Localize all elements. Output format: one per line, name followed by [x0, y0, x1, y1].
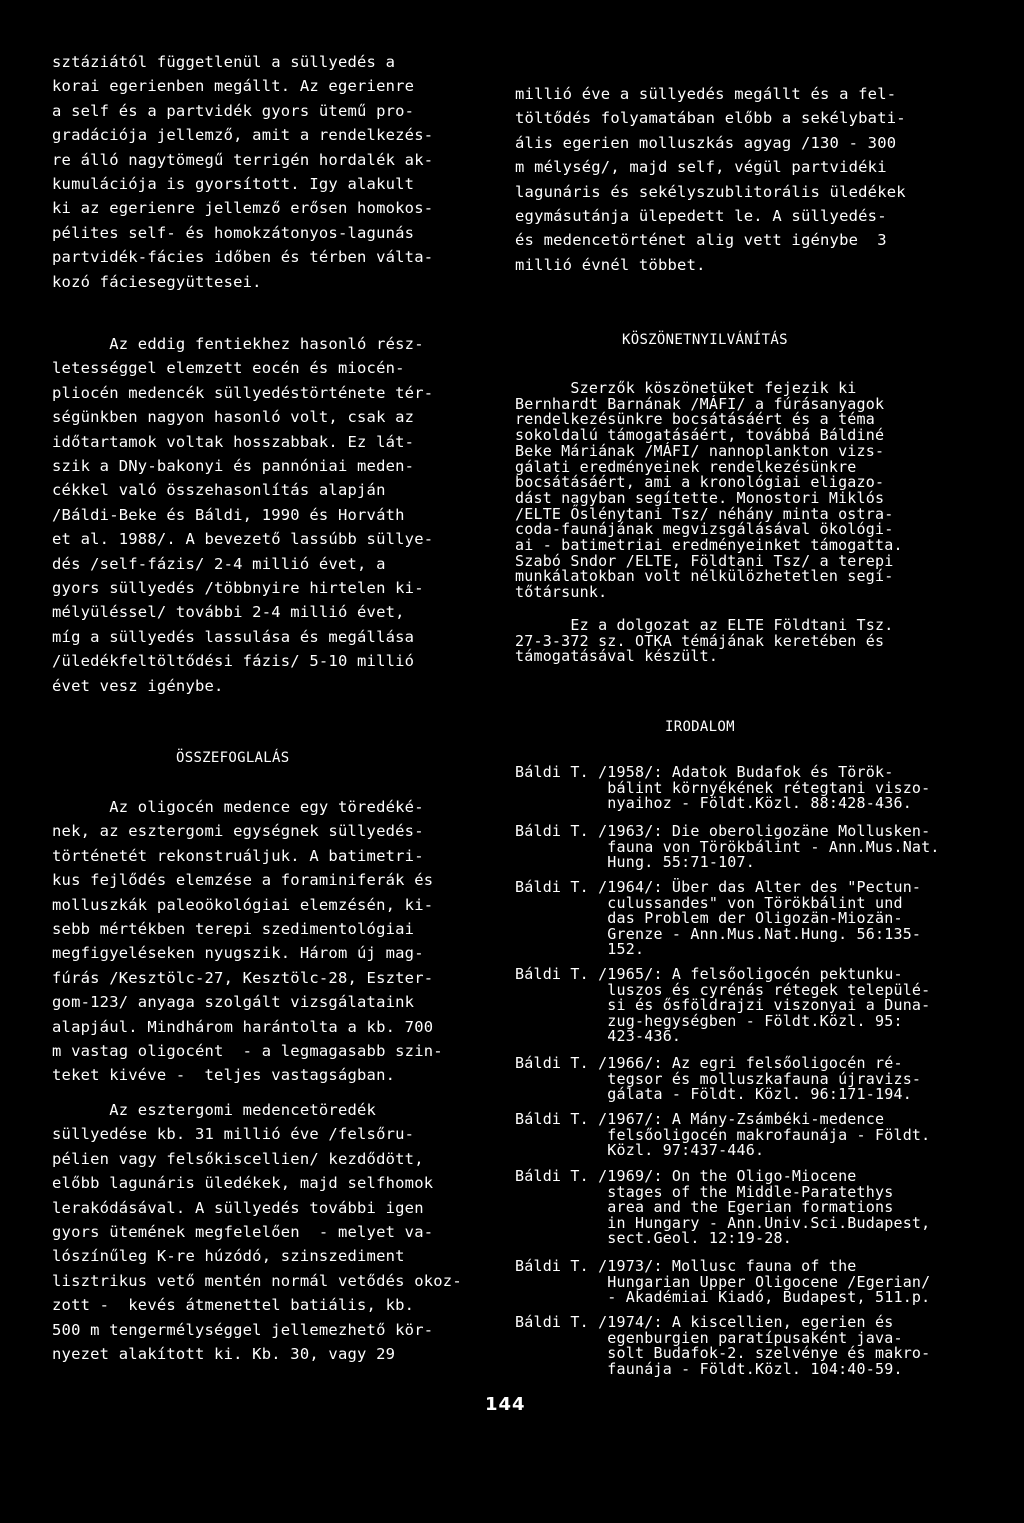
- text-line: solt Budafok-2. szelvénye és makro-: [515, 1344, 931, 1363]
- text-line: bocsátásáért, ami a kronológiai eligazo-: [515, 473, 885, 492]
- text-line: a self és a partvidék gyors ütemű pro-: [52, 101, 415, 120]
- text-line: munkálatokban volt nélkülözhetetlen segí-: [515, 567, 894, 586]
- text-line: si és ősföldrajzi viszonyai a Duna-: [515, 996, 931, 1015]
- text-line: Az esztergomi medencetöredék: [52, 1101, 377, 1119]
- text-line: millió éve a süllyedés megállt és a fel-: [515, 85, 897, 103]
- reference-entry: [515, 880, 975, 958]
- text-line: 152.: [515, 940, 645, 959]
- text-line: ai - batimetriai eredményeinket támogatta.: [515, 536, 903, 555]
- text-line: re álló nagytömegű terrigén hordalék ak-: [52, 150, 434, 169]
- text-line: Báldi T. /1958/: Adatok Budafok és Török-: [515, 763, 894, 781]
- text-line: pliocén medencék süllyedéstörténete tér-: [52, 383, 434, 402]
- text-line: Hung. 55:71-107.: [515, 853, 755, 872]
- text-line: ális egerien molluszkás agyag /130 - 300: [515, 133, 897, 152]
- text-line: Az oligocén medence egy töredéké-: [52, 798, 424, 816]
- text-line: míg a süllyedés lassulása és megállása: [52, 627, 415, 646]
- text-line: letességgel elemzett eocén és miocén-: [52, 359, 405, 378]
- text-line: sztáziától függetlenül a süllyedés a: [52, 53, 396, 71]
- text-line: kus fejlődés elemzése a foraminiferák és: [52, 871, 434, 890]
- text-line: Beke Máriának /MÁFI/ nannoplankton vizs-: [515, 441, 885, 460]
- text-line: időtartamok voltak hosszabbak. Ez lát-: [52, 432, 415, 451]
- text-line: lószínűleg K-re húzódó, szinszediment: [52, 1247, 405, 1266]
- text-line: sebb mértékben terepi szedimentológiai: [52, 920, 415, 939]
- text-line: Báldi T. /1973/: Mollusc fauna of the: [515, 1257, 857, 1275]
- text-line: millió évnél többet.: [515, 255, 706, 274]
- text-line: Bernhardt Barnának /MÁFI/ a fúrásanyagok: [515, 394, 885, 413]
- text-line: pélien vagy felsőkiscellien/ kezdődött,: [52, 1149, 424, 1168]
- text-line: tőtársunk.: [515, 583, 608, 602]
- text-line: alapjául. Mindhárom harántolta a kb. 700: [52, 1017, 434, 1036]
- text-line: Grenze - Ann.Mus.Nat.Hung. 56:135-: [515, 924, 922, 943]
- text-line: das Problem der Oligozän-Miozän-: [515, 909, 903, 928]
- text-line: gyors süllyedés /többnyire hirtelen ki-: [52, 579, 424, 598]
- text-line: egymásutánja ülepedett le. A süllyedés-: [515, 207, 887, 226]
- text-line: fauna von Törökbálint - Ann.Mus.Nat.: [515, 837, 940, 856]
- text-line: nyezet alakított ki. Kb. 30, vagy 29: [52, 1345, 396, 1364]
- text-line: cékkel való összehasonlítás alapján: [52, 481, 386, 500]
- left-para-2: [52, 332, 462, 698]
- page-number: 144: [485, 1394, 526, 1415]
- text-line: fúrás /Kesztölc-27, Kesztölc-28, Eszter-: [52, 968, 434, 987]
- reference-entry: [515, 1315, 975, 1377]
- text-line: Szerzők köszönetüket fejezik ki: [515, 379, 857, 397]
- text-line: ségünkben nagyon hasonló volt, csak az: [52, 408, 415, 427]
- text-line: Báldi T. /1974/: A kiscellien, egerien és: [515, 1313, 894, 1331]
- text-line: faunája - Földt.Közl. 104:40-59.: [515, 1359, 903, 1378]
- text-line: Báldi T. /1963/: Die oberoligozäne Mollusken-: [515, 822, 931, 840]
- text-line: dés /self-fázis/ 2-4 millió évet, a: [52, 554, 386, 573]
- text-line: egenburgien paratípusaként java-: [515, 1328, 903, 1347]
- text-line: sect.Geol. 12:19-28.: [515, 1229, 792, 1248]
- text-line: bálint környékének rétegtani viszo-: [515, 778, 931, 797]
- text-line: sokoldalú támogatásáért, továbbá Báldiné: [515, 426, 885, 445]
- text-line: Báldi T. /1969/: On the Oligo-Miocene: [515, 1167, 857, 1185]
- text-line: rendelkezésünkre bocsátásáért és a téma: [515, 410, 875, 429]
- text-line: mélyüléssel/ további 2-4 millió évet,: [52, 603, 405, 622]
- reference-entry: [515, 1112, 975, 1159]
- text-line: Báldi T. /1966/: Az egri felsőoligocén ré-: [515, 1054, 903, 1072]
- summary-heading: ÖSSZEFOGLALÁS: [176, 750, 290, 766]
- text-line: süllyedése kb. 31 millió éve /felsőru-: [52, 1125, 415, 1144]
- text-line: lisztrikus vető mentén normál vetődés okoz-: [52, 1271, 462, 1290]
- text-line: /üledékfeltöltődési fázis/ 5-10 millió: [52, 652, 415, 671]
- references-heading: IRODALOM: [665, 719, 735, 735]
- reference-entry: [515, 824, 975, 871]
- left-para-1: [52, 50, 462, 294]
- text-line: kumulációja is gyorsított. Igy alakult: [52, 175, 415, 194]
- text-line: tegsor és molluszkafauna újravizs-: [515, 1069, 922, 1088]
- text-line: gálata - Földt. Közl. 96:171-194.: [515, 1085, 912, 1104]
- text-line: teket kivéve - teljes vastagságban.: [52, 1066, 396, 1085]
- text-line: partvidék-fácies időben és térben válta-: [52, 248, 434, 267]
- text-line: Ez a dolgozat az ELTE Földtani Tsz.: [515, 616, 894, 634]
- text-line: molluszkák paleoökológiai elemzésén, ki-: [52, 895, 434, 914]
- acknowledgements-heading: KÖSZÖNETNYILVÁNÍTÁS: [622, 332, 788, 348]
- text-line: korai egerienben megállt. Az egerienre: [52, 77, 415, 96]
- text-line: gálati eredményeinek rendelkezésünkre: [515, 457, 857, 476]
- acknowledgements-para-2: [515, 618, 975, 665]
- text-line: Báldi T. /1965/: A felsőoligocén pektunku-: [515, 965, 903, 983]
- text-line: lagunáris és sekélyszublitorális üledékek: [515, 182, 906, 201]
- text-line: Hungarian Upper Oligocene /Egerian/: [515, 1272, 931, 1291]
- text-line: 500 m tengermélységgel jellemezhető kör-: [52, 1320, 434, 1339]
- text-line: évet vesz igénybe.: [52, 676, 224, 695]
- reference-entry: [515, 1259, 975, 1306]
- text-line: 423-436.: [515, 1027, 682, 1046]
- text-line: 27-3-372 sz. OTKA témájának keretében és: [515, 631, 885, 650]
- text-line: Az eddig fentiekhez hasonló rész-: [52, 335, 424, 353]
- left-summary-2: [52, 1098, 462, 1366]
- text-line: gradációja jellemző, amit a rendelkezés-: [52, 126, 434, 145]
- text-line: szik a DNy-bakonyi és pannóniai meden-: [52, 457, 415, 476]
- left-summary-1: [52, 795, 462, 1088]
- reference-entry: [515, 1056, 975, 1103]
- text-line: megfigyeléseken nyugszik. Három új mag-: [52, 944, 424, 963]
- reference-entry: [515, 765, 975, 812]
- text-line: Közl. 97:437-446.: [515, 1141, 765, 1160]
- text-line: lerakódásával. A süllyedés további igen: [52, 1198, 424, 1217]
- text-line: m vastag oligocént - a legmagasabb szin-: [52, 1042, 443, 1061]
- text-line: töltődés folyamatában előbb a sekélybati-: [515, 109, 906, 128]
- text-line: /Báldi-Beke és Báldi, 1990 és Horváth: [52, 505, 405, 524]
- text-line: luszos és cyrénás rétegek települé-: [515, 980, 931, 999]
- text-line: m mélység/, majd self, végül partvidéki: [515, 158, 887, 177]
- acknowledgements-para-1: [515, 381, 975, 601]
- text-line: és medencetörténet alig vett igénybe 3: [515, 231, 887, 250]
- text-line: ki az egerienre jellemző erősen homokos-: [52, 199, 434, 218]
- text-line: történetét rekonstruáljuk. A batimetri-: [52, 846, 424, 865]
- reference-entry: [515, 967, 975, 1045]
- text-line: - Akadémiai Kiadó, Budapest, 511.p.: [515, 1288, 931, 1307]
- text-line: nyaihoz - Földt.Közl. 88:428-436.: [515, 794, 912, 813]
- text-line: dást nagyban segítette. Monostori Miklós: [515, 488, 885, 507]
- text-line: támogatásával készült.: [515, 647, 719, 666]
- text-line: felsőoligocén makrofaunája - Földt.: [515, 1125, 931, 1144]
- text-line: et al. 1988/. A bevezető lassúbb süllye-: [52, 530, 434, 549]
- text-line: area and the Egerian formations: [515, 1198, 894, 1217]
- text-line: zug-hegységben - Földt.Közl. 95:: [515, 1011, 903, 1030]
- text-line: culussandes" von Törökbálint und: [515, 893, 903, 912]
- text-line: Szabó Sndor /ELTE, Földtani Tsz/ a terepi: [515, 551, 894, 570]
- text-line: gyors ütemének megfelelően - melyet va-: [52, 1223, 434, 1242]
- text-line: stages of the Middle-Paratethys: [515, 1182, 894, 1201]
- text-line: Báldi T. /1967/: A Mány-Zsámbéki-medence: [515, 1110, 885, 1128]
- text-line: zott - kevés átmenettel batiális, kb.: [52, 1296, 415, 1315]
- text-line: kozó fáciesegyüttesei.: [52, 272, 262, 291]
- text-line: coda-faunájának megvizsgálásával ökológi-: [515, 520, 894, 539]
- text-line: in Hungary - Ann.Univ.Sci.Budapest,: [515, 1213, 931, 1232]
- text-line: előbb lagunáris üledékek, majd selfhomok: [52, 1174, 434, 1193]
- right-para-1: [515, 82, 975, 277]
- text-line: pélites self- és homokzátonyos-lagunás: [52, 223, 415, 242]
- reference-entry: [515, 1169, 975, 1247]
- text-line: nek, az esztergomi egységnek süllyedés-: [52, 822, 424, 841]
- text-line: Báldi T. /1964/: Über das Alter des "Pectun-: [515, 878, 922, 896]
- text-line: gom-123/ anyaga szolgált vizsgálataink: [52, 993, 415, 1012]
- text-line: /ELTE Őslénytani Tsz/ néhány minta ostra-: [515, 504, 894, 523]
